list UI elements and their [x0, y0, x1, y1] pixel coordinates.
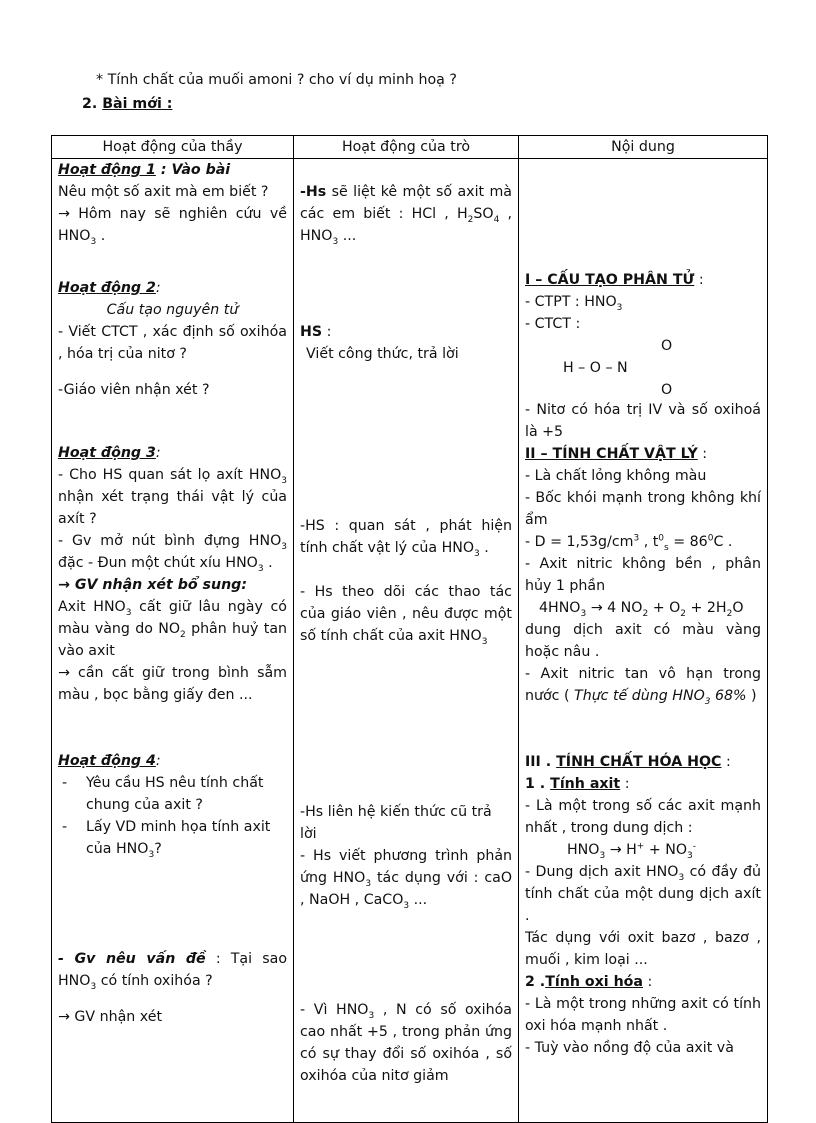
header-teacher: Hoạt động của thầy — [52, 136, 294, 159]
hd2-l1: - Viết CTCT , xác định số oxihóa , hóa trị của nitơ ? — [58, 324, 287, 362]
gv-question: - Gv nêu vấn đề : Tại sao $HNO_3$ có tính oxihóa ? — [58, 951, 287, 992]
s2-text: Viết công thức, trả lời — [306, 346, 459, 362]
s3: -HS : quan sát , phát hiện tính chất vật lý của $HNO_3$ . — [300, 518, 512, 559]
hd2-l2: -Giáo viên nhận xét ? — [58, 382, 210, 398]
hd1-l1: Nêu một số axit mà em biết ? — [58, 184, 269, 200]
teacher-column: Hoạt động 1 : Vào bài Nêu một số axit mà em biết ? → Hôm nay sẽ nghiên cứu về $HNO_3$ . Hoạt động 2: Cấu tạo nguyên tử - Viết CTCT , xác định số oxihóa , hóa trị của nitơ ? -Giáo viên nhận xét ? Hoạt động 3: - Cho HS quan sát lọ axít $HNO_3$ nhận xét trạng thái vật lý của axít ? - Gv mở nút bình đựng $HNO_3$ đặc - Đun một chút xíu $HNO_3$ . → GV nhận xét bổ sung: Axit $HNO_3$ cất giữ lâu ngày có màu vàng do $NO_2$ phân huỷ tan vào axit → cần cất giữ trong bình sẫm màu , bọc bằng giấy đen ... Hoạt động 4: - Yêu cầu HS nêu tính chất chung của axit ? - Lấy VD minh họa tính axit của $HNO_3$? - Gv nêu vấn đề : Tại sao $HNO_3$ có tính oxihóa ? → GV nhận xét — [52, 159, 294, 1123]
hd3-l3: Axit $HNO_3$ cất giữ lâu ngày có màu vàng do $NO_2$ phân huỷ tan vào axit — [58, 599, 287, 659]
s2-label: HS : — [300, 324, 332, 340]
struct-o-bottom: O — [661, 382, 673, 398]
h1-title: 1 . Tính axit : — [525, 776, 630, 792]
hd2-title: Hoạt động 2 — [58, 280, 156, 296]
s4: - Hs theo dõi các thao tác của giáo viên , nêu được một số tính chất của axit $HNO_3$ — [300, 584, 512, 647]
lesson-table — [51, 135, 768, 1123]
intro-line: * Tính chất của muối amoni ? cho ví dụ minh hoạ ? — [96, 72, 457, 88]
ion-equation: $HNO_3 \to H^+ + NO_3^-$ — [567, 841, 696, 861]
struct-main: H – O – N — [563, 360, 628, 376]
part3-title: III . TÍNH CHẤT HÓA HỌC : — [525, 754, 731, 770]
ax3: Tác dụng với oxit bazơ , bazơ , muối , kim loại ... — [525, 930, 761, 968]
vl5: dung dịch axit có màu vàng hoặc nâu . — [525, 622, 761, 660]
table-header-row — [52, 136, 768, 159]
s1: -Hs sẽ liệt kê một số axit mà các em biết : HCl , $H_2SO_4$ , $HNO_3$ ... — [300, 184, 512, 247]
section-heading — [82, 96, 172, 112]
part2-title: II – TÍNH CHẤT VẬT LÝ : — [525, 446, 708, 462]
ox1: - Là một trong những axit có tính oxi hóa mạnh nhất . — [525, 996, 761, 1034]
ox2: - Tuỳ vào nồng độ của axit và — [525, 1040, 734, 1056]
ctpt: - CTPT : $HNO_3$ — [525, 294, 623, 313]
hd1-l2: → Hôm nay sẽ nghiên cứu về $HNO_3$ . — [58, 206, 287, 247]
s6: - Vì $HNO_3$ , N có số oxihóa cao nhất +5 , trong phản ứng có sự thay đổi số oxihóa , số oxihóa của nitơ giảm — [300, 1002, 512, 1084]
hd3-l2: - Gv mở nút bình đựng $HNO_3$ đặc - Đun một chút xíu $HNO_3$ . — [58, 533, 287, 574]
section-title: Bài mới : — [102, 96, 173, 112]
vl2: - Bốc khói mạnh trong không khí ẩm — [525, 490, 761, 528]
decomp-equation: $4HNO_3 \to 4$ $NO_2 + O_2 + 2H_2O$ — [539, 600, 744, 619]
ax2: - Dung dịch axit $HNO_3$ có đầy đủ tính chất của một dung dịch axít . — [525, 864, 761, 924]
hd3-l4: → cần cất giữ trong bình sẫm màu , bọc bằng giấy đen ... — [58, 665, 287, 703]
header-content: Nội dung — [519, 136, 768, 159]
hd4-b2: - Lấy VD minh họa tính axit của $HNO_3$? — [62, 819, 271, 860]
vl1: - Là chất lỏng không màu — [525, 468, 707, 484]
struct-o-top: O — [661, 338, 673, 354]
section-number: 2. — [82, 96, 98, 112]
ax1: - Là một trong số các axit mạnh nhất , trong dung dịch : — [525, 798, 761, 836]
s5-l1: -Hs liên hệ kiến thức cũ trả lời — [300, 804, 492, 842]
part1-title: I – CẤU TẠO PHÂN TỬ : — [525, 272, 704, 288]
student-column — [294, 159, 519, 1123]
structure-formula — [525, 335, 761, 399]
hd1-suffix: : Vào bài — [155, 162, 231, 178]
table-body-row — [52, 159, 768, 1123]
hd1-title: Hoạt động 1 — [58, 162, 156, 178]
hd4-title: Hoạt động 4 — [58, 753, 156, 769]
hd4-b1: - Yêu cầu HS nêu tính chất chung của axit ? — [62, 775, 264, 813]
hd2-sub: Cấu tạo nguyên tử — [106, 302, 239, 318]
header-student: Hoạt động của trò — [294, 136, 519, 159]
vl6: - Axit nitric tan vô hạn trong nước ( Thực tế dùng $HNO_3$ 68% ) — [525, 666, 761, 707]
gv-comment: → GV nhận xét — [58, 1009, 163, 1025]
nito-note: - Nitơ có hóa trị IV và số oxihoá là +5 — [525, 402, 761, 440]
content-column — [519, 159, 768, 1123]
h2-title: 2 .Tính oxi hóa : — [525, 974, 653, 990]
hd3-l1: - Cho HS quan sát lọ axít $HNO_3$ nhận xét trạng thái vật lý của axít ? — [58, 467, 287, 527]
vl3: - $D = 1,53g/cm^3$ , $t^0_s = 86^0C$ . — [525, 533, 733, 553]
hd3-gv: → GV nhận xét bổ sung: — [58, 577, 248, 593]
s5-l2: - Hs viết phương trình phản ứng $HNO_3$ tác dụng với : caO , NaOH , CaCO$_3$ ... — [300, 848, 512, 911]
hd3-title: Hoạt động 3 — [58, 445, 156, 461]
ctct: - CTCT : — [525, 316, 581, 332]
vl4: - Axit nitric không bền , phân hủy 1 phần — [525, 556, 761, 594]
